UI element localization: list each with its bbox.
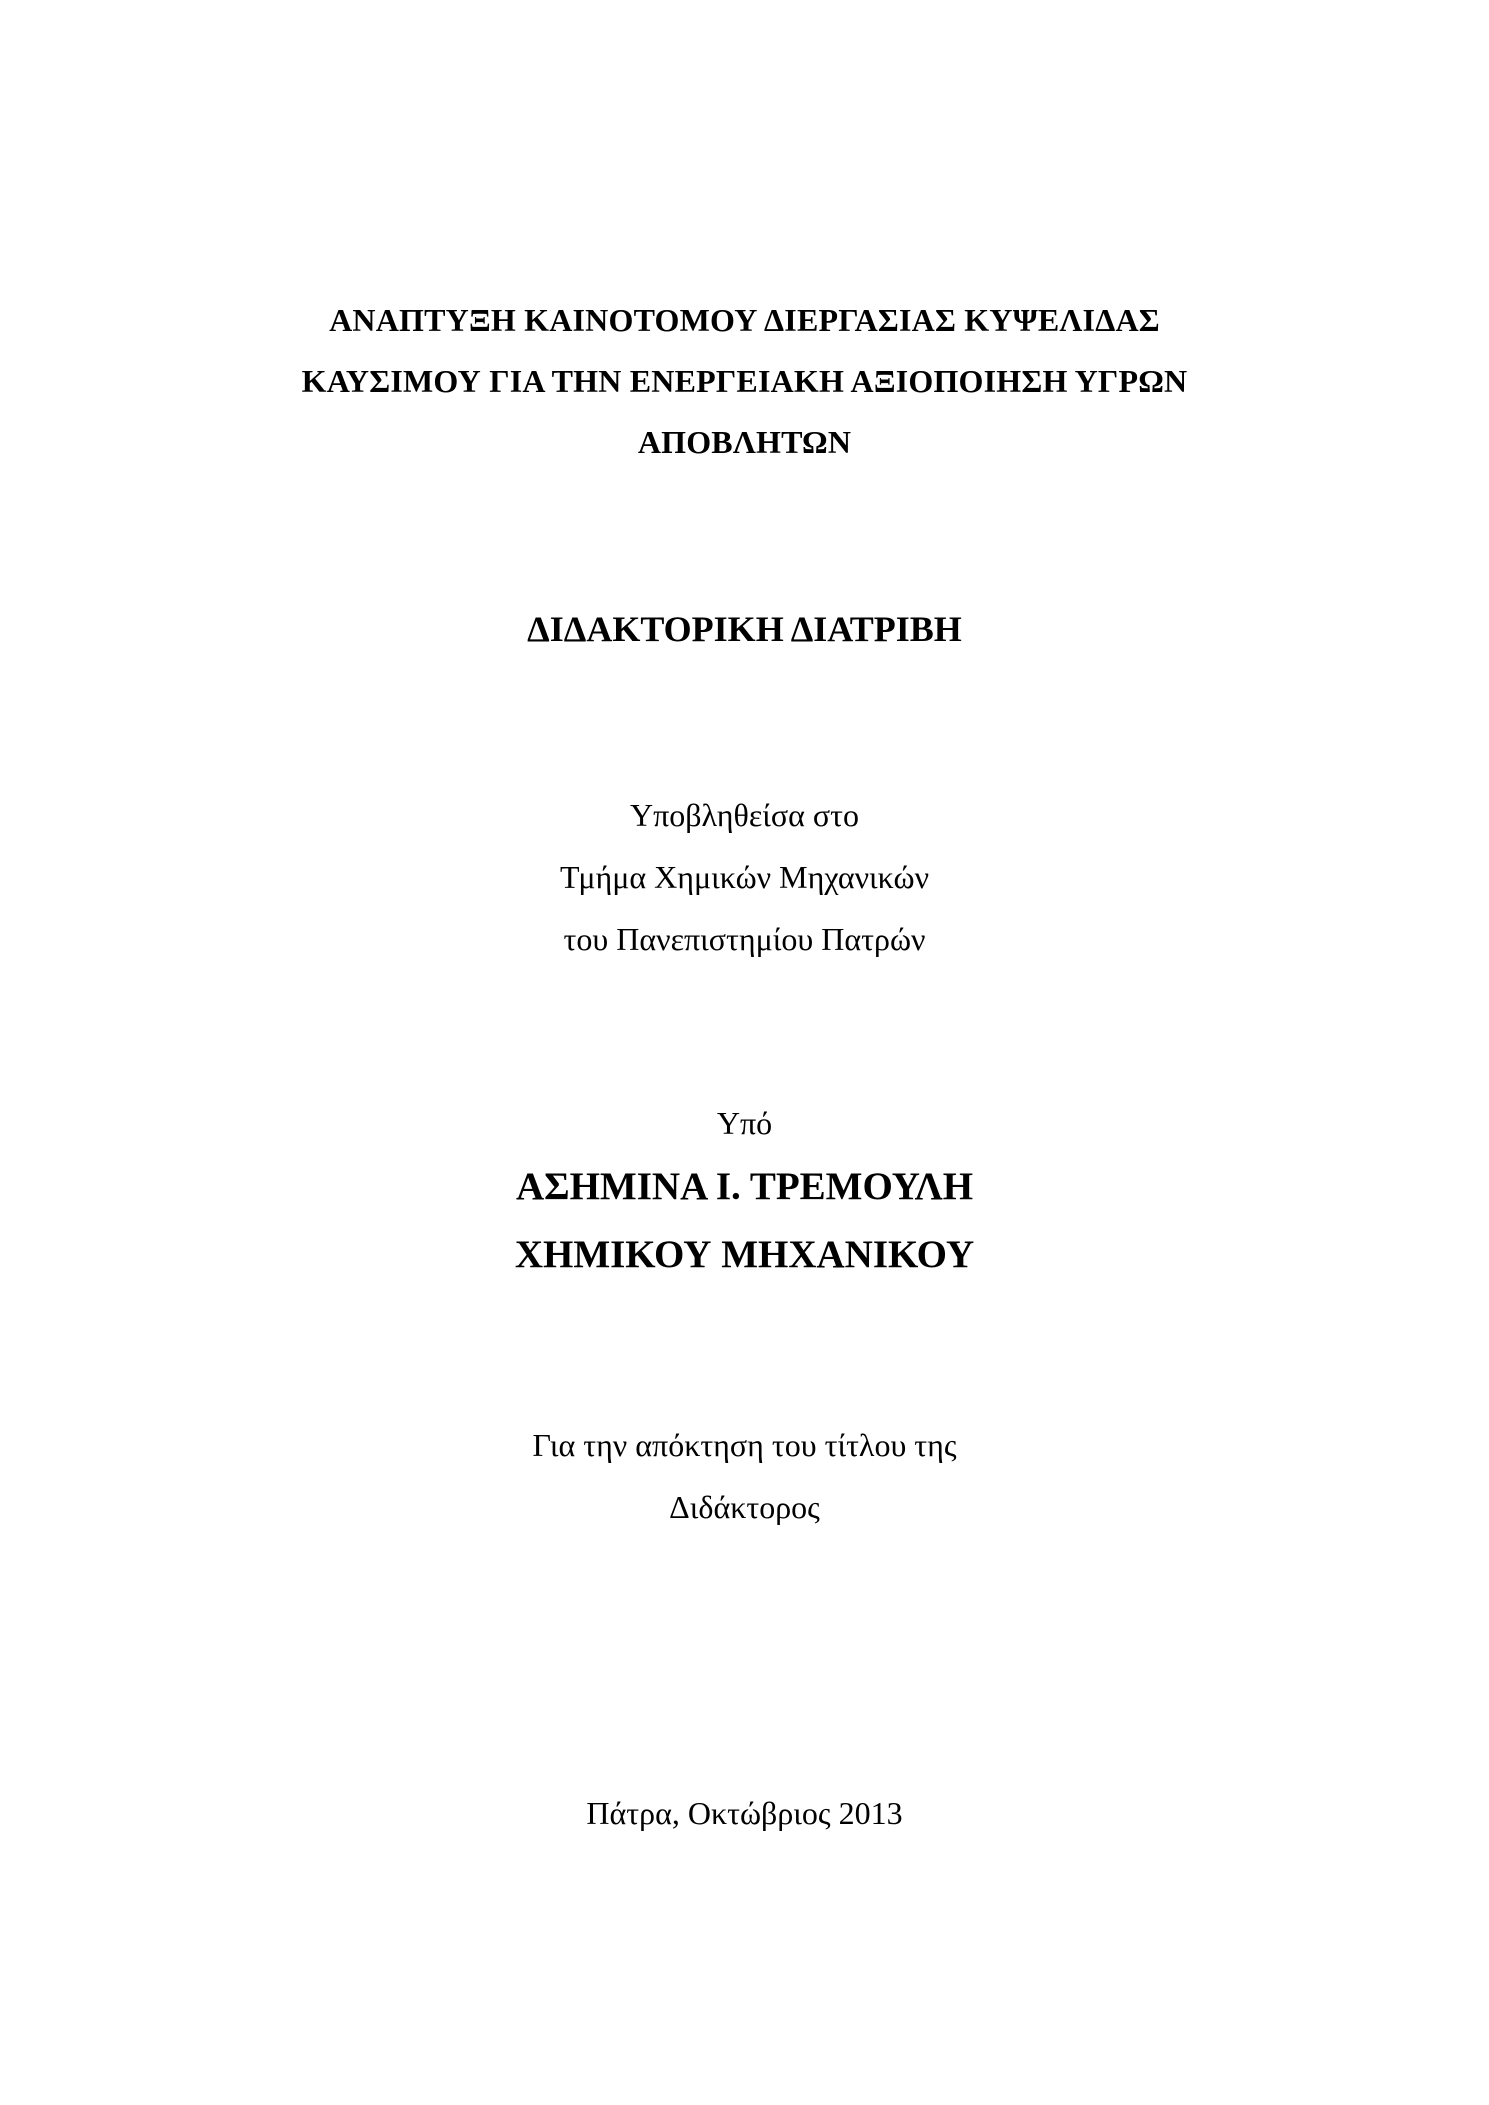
author-name: ΑΣΗΜΙΝΑ Ι. ΤΡΕΜΟΥΛΗ	[515, 1165, 974, 1208]
submission-line-1: Υποβληθείσα στο	[629, 797, 859, 833]
author-profession: ΧΗΜΙΚΟΥ ΜΗΧΑΝΙΚΟΥ	[514, 1233, 975, 1276]
submission-line-2: Τμήμα Χημικών Μηχανικών	[559, 859, 930, 895]
thesis-title-line-2: ΚΑΥΣΙΜΟΥ ΓΙΑ ΤΗΝ ΕΝΕΡΓΕΙΑΚΗ ΑΞΙΟΠΟΙΗΣΗ ΥΓΡΩΝ	[301, 363, 1188, 399]
degree-line-2: Διδάκτορος	[669, 1489, 820, 1525]
thesis-title-line-3: ΑΠΟΒΛΗΤΩΝ	[637, 424, 852, 460]
document-type-heading: ΔΙΔΑΚΤΟΡΙΚΗ ΔΙΑΤΡΙΒΗ	[527, 609, 962, 649]
submission-line-3: του Πανεπιστημίου Πατρών	[563, 921, 926, 957]
thesis-title-line-1: ΑΝΑΠΤΥΞΗ ΚΑΙΝΟΤΟΜΟΥ ΔΙΕΡΓΑΣΙΑΣ ΚΥΨΕΛΙΔΑΣ	[329, 302, 1160, 338]
author-by-label: Υπό	[716, 1105, 773, 1141]
place-date: Πάτρα, Οκτώβριος 2013	[586, 1795, 903, 1831]
degree-line-1: Για την απόκτηση του τίτλου της	[532, 1427, 957, 1463]
